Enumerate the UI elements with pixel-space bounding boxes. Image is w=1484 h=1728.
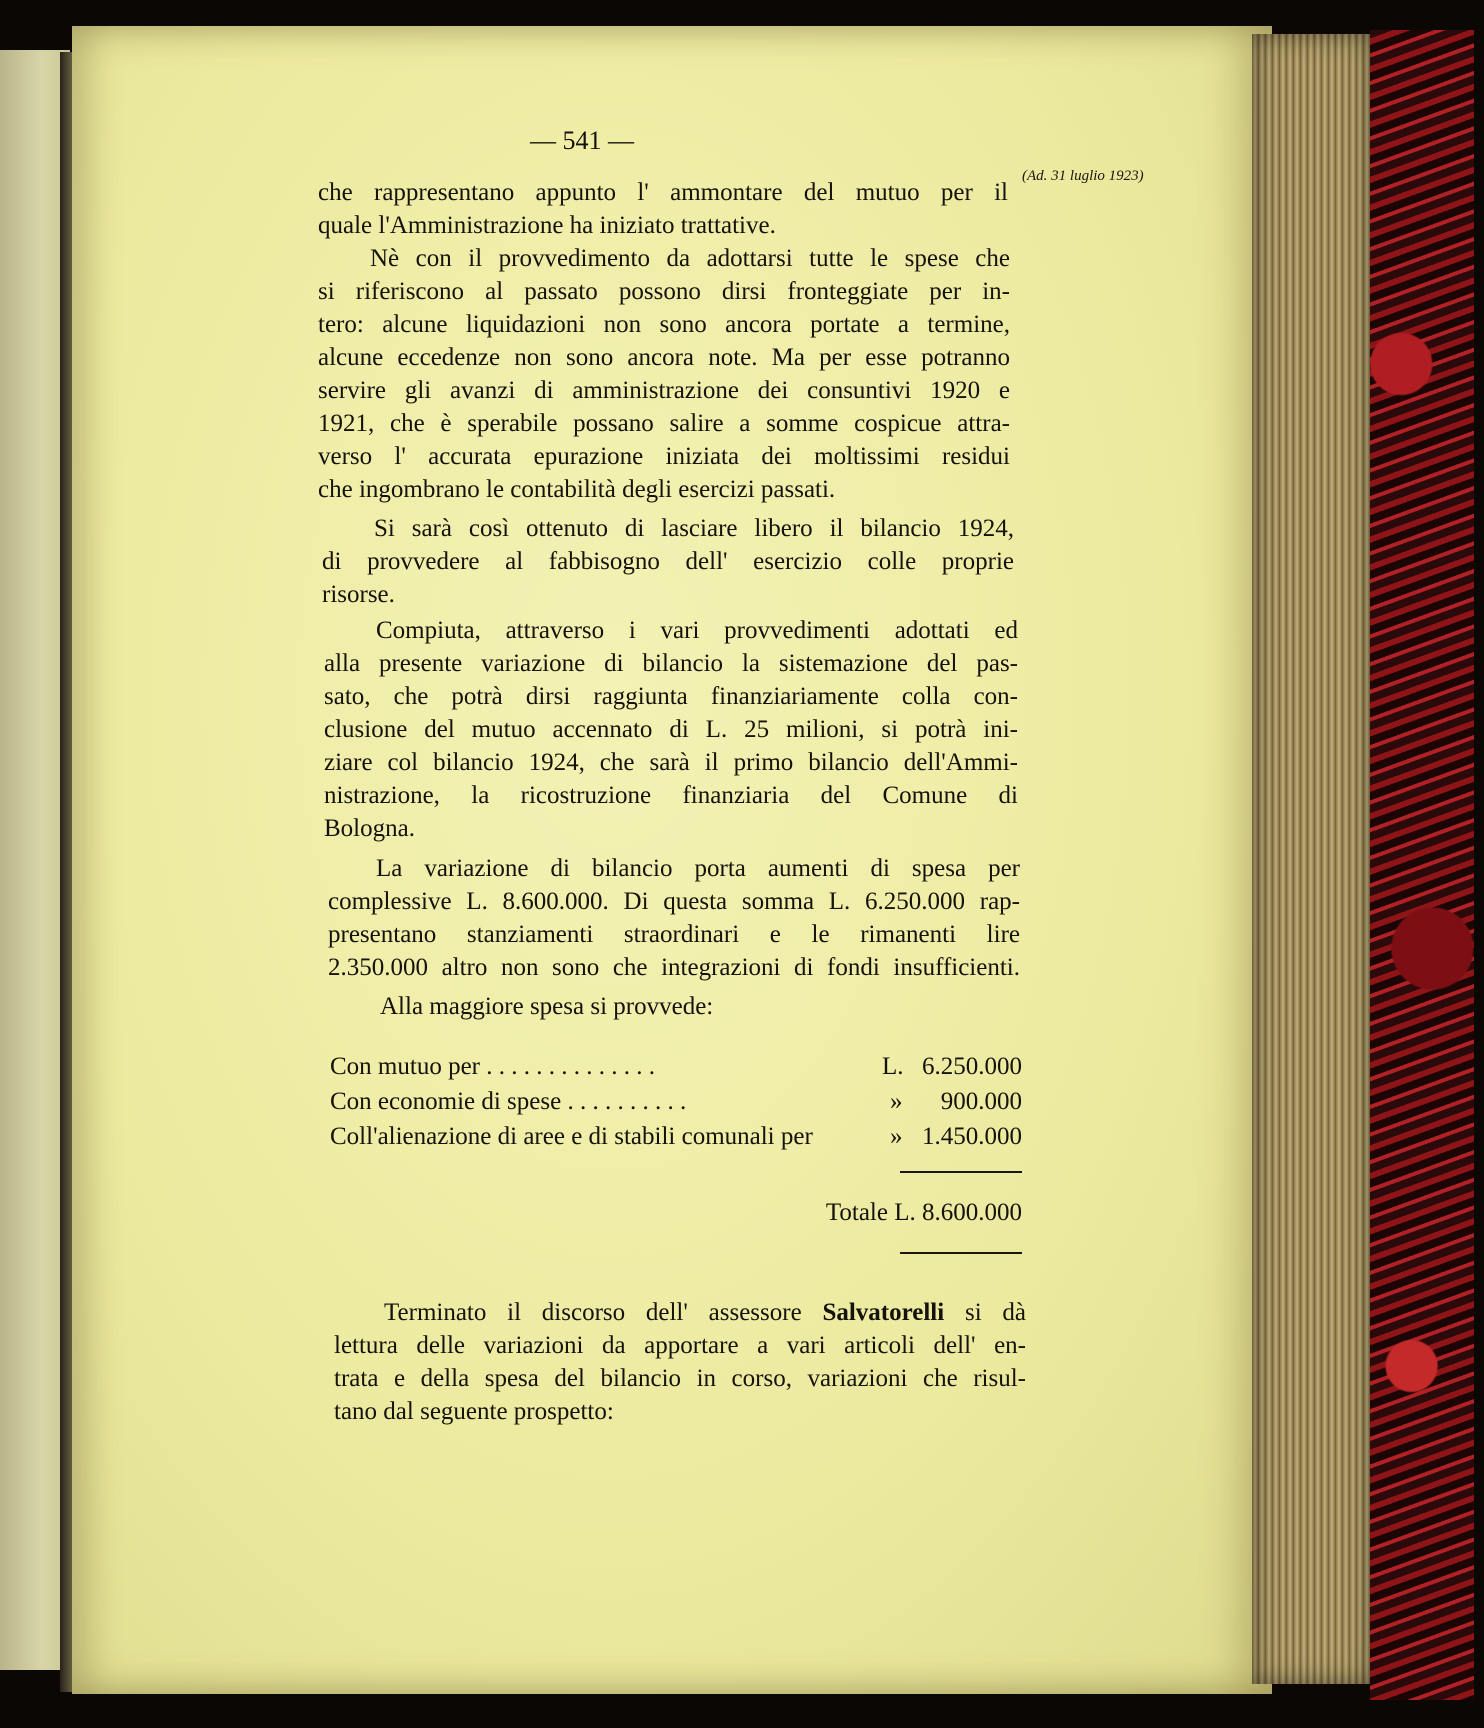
funding-currency: » <box>890 1088 903 1115</box>
funding-amount: 6.250.000 <box>922 1053 1022 1080</box>
text-line: tano dal seguente prospetto: <box>334 1398 614 1425</box>
sum-rule-bottom <box>900 1252 1022 1254</box>
funding-row <box>330 1085 1022 1120</box>
text-line: complessive L. 8.600.000. Di questa somma L. 6.250.000 rap- <box>328 888 1020 915</box>
text-line: servire gli avanzi di amministrazione dei consuntivi 1920 e <box>318 377 1010 404</box>
paragraph-1 <box>318 176 1008 242</box>
text-line: Nè con il provvedimento da adottarsi tutte le spese che <box>370 245 1010 272</box>
text-line: si riferiscono al passato possono dirsi fronteggiate per in- <box>318 278 1010 305</box>
text-line: sato, che potrà dirsi raggiunta finanziariamente colla con- <box>324 683 1018 710</box>
closing-text: Terminato il discorso dell' assessore <box>384 1299 802 1326</box>
paragraph-4 <box>324 614 1018 845</box>
closing-paragraph <box>334 1296 1026 1428</box>
funding-label: Con mutuo per <box>330 1053 480 1080</box>
funding-table <box>330 1050 1022 1155</box>
text-line: ziare col bilancio 1924, che sarà il primo bilancio dell'Ammi- <box>324 749 1018 776</box>
closing-text: si dà <box>964 1299 1027 1326</box>
text-line: di provvedere al fabbisogno dell' esercizio colle proprie <box>322 548 1014 575</box>
total-row <box>802 1196 1022 1229</box>
funding-label: Con economie di spese <box>330 1088 562 1115</box>
text-line: verso l' accurata epurazione iniziata dei moltissimi residui <box>318 443 1010 470</box>
text-line: alcune eccedenze non sono ancora note. Ma per esse potranno <box>318 344 1010 371</box>
text-line: che ingombrano le contabilità degli esercizi passati. <box>318 476 836 503</box>
funding-amount: 900.000 <box>940 1088 1022 1115</box>
total-amount: 8.600.000 <box>922 1199 1022 1226</box>
text-line: quale l'Amministrazione ha iniziato trattative. <box>318 212 776 239</box>
funding-dots: . . . . . . . . . . . . . . <box>480 1053 655 1080</box>
text-line: La variazione di bilancio porta aumenti di spesa per <box>376 855 1020 882</box>
text-line: 2.350.000 altro non sono che integrazioni di fondi insufficienti. <box>328 954 1020 981</box>
text-line: che rappresentano appunto l' ammontare del mutuo per il <box>318 179 1008 206</box>
text-line: Compiuta, attraverso i vari provvedimenti adottati ed <box>376 617 1018 644</box>
sum-rule-top <box>900 1171 1022 1173</box>
funding-amount: 1.450.000 <box>922 1123 1022 1150</box>
funding-dots: . . . . . . . . . . <box>561 1088 687 1115</box>
page-edges <box>1252 34 1372 1684</box>
text-line: trata e della spesa del bilancio in corso, variazioni che risul- <box>334 1365 1026 1392</box>
funding-row <box>330 1050 1022 1085</box>
paragraph-3 <box>322 512 1014 611</box>
text-line: presentano stanziamenti straordinari e le rimanenti lire <box>328 921 1020 948</box>
text-line: nistrazione, la ricostruzione finanziaria del Comune di <box>324 782 1018 809</box>
funding-currency: » <box>890 1123 903 1150</box>
text-line: Bologna. <box>324 815 415 842</box>
funding-label: Coll'alienazione di aree e di stabili comunali per <box>330 1123 813 1150</box>
text-line: clusione del mutuo accennato di L. 25 milioni, si potrà ini- <box>324 716 1018 743</box>
paragraph-2 <box>318 242 1010 506</box>
margin-date-note: (Ad. 31 luglio 1923) <box>1022 168 1144 184</box>
funding-currency: L. <box>882 1053 904 1080</box>
text-line: alla presente variazione di bilancio la sistemazione del pas- <box>324 650 1018 677</box>
text-line: Si sarà così ottenuto di lasciare libero il bilancio 1924, <box>374 515 1014 542</box>
paragraph-5 <box>328 852 1020 984</box>
page-number: — 541 — <box>530 126 634 155</box>
paragraph-6: Alla maggiore spesa si provvede: <box>380 993 714 1020</box>
text-line: risorse. <box>322 581 395 608</box>
book-binding <box>1370 30 1474 1700</box>
text-line <box>334 1296 1026 1329</box>
text-line: tero: alcune liquidazioni non sono ancora portate a termine, <box>318 311 1010 338</box>
total-currency: L. <box>894 1199 916 1226</box>
assessor-name: Salvatorelli <box>822 1299 945 1326</box>
text-line: 1921, che è sperabile possano salire a somme cospicue attra- <box>318 410 1010 437</box>
total-label: Totale <box>825 1199 888 1226</box>
funding-row <box>330 1120 1022 1155</box>
text-line: lettura delle variazioni da apportare a vari articoli dell' en- <box>334 1332 1026 1359</box>
